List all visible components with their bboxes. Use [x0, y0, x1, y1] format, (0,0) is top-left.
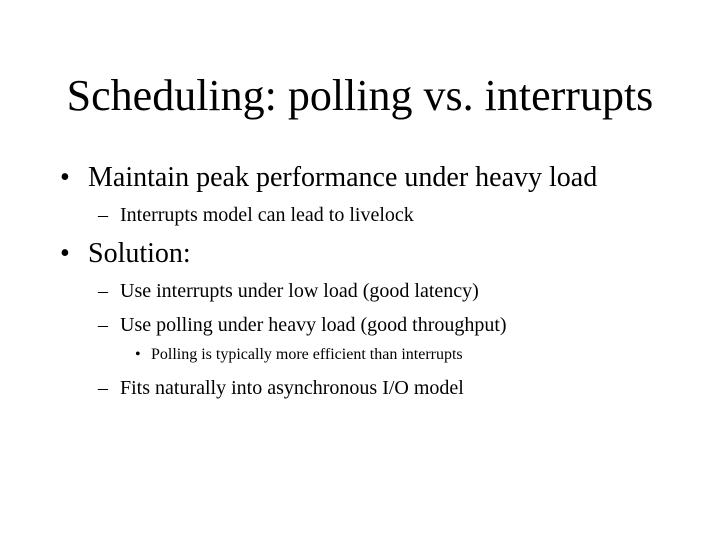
sub-sub-bullet-text: Polling is typically more efficient than interrupts	[151, 346, 463, 363]
bullet-marker-small: •	[135, 346, 141, 363]
sub-bullet-text: Fits naturally into asynchronous I/O model	[120, 377, 464, 399]
dash-marker: –	[98, 314, 108, 336]
sub-bullet-text: Use polling under heavy load (good throughput)	[120, 314, 507, 336]
dash-marker: –	[98, 280, 108, 302]
bullet-text: Maintain peak performance under heavy load	[88, 162, 598, 193]
sub-bullet-text: Use interrupts under low load (good latency)	[120, 280, 479, 302]
dash-marker: –	[98, 377, 108, 399]
bullet-marker: •	[60, 162, 70, 193]
bullet-marker: •	[60, 238, 70, 269]
sub-bullet-text: Interrupts model can lead to livelock	[120, 204, 414, 226]
bullet-text: Solution:	[88, 238, 191, 269]
slide-title: Scheduling: polling vs. interrupts	[66, 71, 654, 120]
dash-marker: –	[98, 204, 108, 226]
